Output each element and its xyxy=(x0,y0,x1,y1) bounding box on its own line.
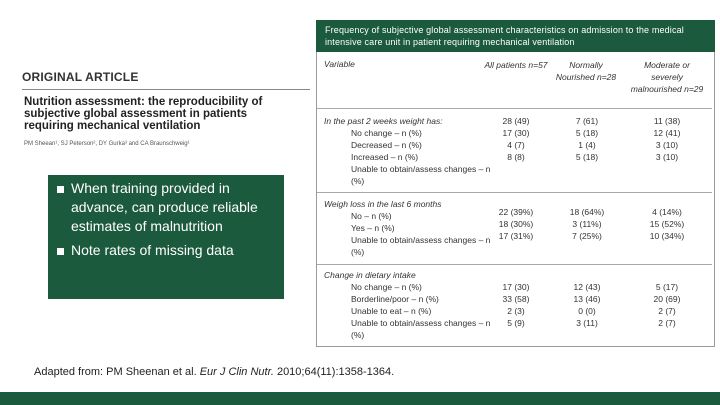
table-cell: 5 (18) xyxy=(575,128,599,138)
group-item: Yes – n (%) xyxy=(351,223,395,233)
group-item: No change – n (%) xyxy=(351,128,422,138)
table-cell: 8 (8) xyxy=(507,152,525,162)
table-cell: 11 (38) xyxy=(653,116,681,126)
column-header-all: All patients n=57 xyxy=(484,60,548,70)
group-item: Unable to obtain/assess changes – n (%) xyxy=(351,235,491,257)
bullet-square-icon xyxy=(57,186,64,193)
group-title: Change in dietary intake xyxy=(324,270,416,280)
table-cell: 2 (7) xyxy=(658,306,676,316)
group-item: Increased – n (%) xyxy=(351,152,419,162)
table-cell: 3 (10) xyxy=(655,140,679,150)
table-cell: 5 (9) xyxy=(507,318,525,328)
table-cell: 4 (7) xyxy=(507,140,525,150)
table-cell: 15 (52%) xyxy=(649,219,685,229)
key-point-text: When training provided in advance, can produce reliable estimates of malnutrition xyxy=(71,180,258,234)
table-cell: 7 (61) xyxy=(575,116,599,126)
table-cell: 18 (30%) xyxy=(498,219,534,229)
table-cell: 5 (17) xyxy=(655,282,679,292)
table-cell: 0 (0) xyxy=(578,306,596,316)
table-group xyxy=(324,115,491,187)
caption-suffix: 2010;64(11):1358-1364. xyxy=(273,366,395,378)
table-cell: 13 (46) xyxy=(573,294,601,304)
table-cell-column xyxy=(547,206,627,242)
article-type-label: ORIGINAL ARTICLE xyxy=(22,70,139,84)
table-cell-column xyxy=(476,206,556,242)
table-cell: 10 (34%) xyxy=(649,231,685,241)
table-cell: 3 (10) xyxy=(655,152,679,162)
column-header-malnourished: Moderate or severely malnourished n=29 xyxy=(630,60,704,94)
table-divider xyxy=(317,108,712,109)
footer-bar xyxy=(0,392,720,405)
table-cell: 7 (25%) xyxy=(572,231,602,241)
table-cell: 18 (64%) xyxy=(569,207,605,217)
table-cell: 12 (41) xyxy=(653,128,681,138)
article-divider xyxy=(22,89,310,90)
table-cell: 22 (39%) xyxy=(498,207,534,217)
key-point-text: Note rates of missing data xyxy=(71,242,234,258)
table-cell: 28 (49) xyxy=(502,116,530,126)
table-title-bar: Frequency of subjective global assessment characteristics on admission to the medical intensive care unit in patient requiring mechanical ventilation xyxy=(316,20,715,52)
table-cell: 20 (69) xyxy=(653,294,681,304)
group-title: Weigh loss in the last 6 months xyxy=(324,199,442,209)
caption-journal: Eur J Clin Nutr. xyxy=(199,366,274,378)
table-cell: 3 (11%) xyxy=(572,219,602,229)
table-cell: 17 (30) xyxy=(502,282,530,292)
article-authors: PM Sheean¹, SJ Peterson², DY Gurka³ and CA Braunschweig¹ xyxy=(24,141,190,147)
variable-column-header: Variable xyxy=(324,59,355,69)
table-cell: 2 (3) xyxy=(507,306,525,316)
source-caption xyxy=(34,366,394,378)
article-title: Nutrition assessment: the reproducibility of subjective global assessment in patients requiring mechanical ventilation xyxy=(24,96,263,132)
column-header-normal: Normally Nourished n=28 xyxy=(555,60,617,82)
key-points-box xyxy=(48,175,284,299)
table-divider xyxy=(317,264,712,265)
table-cell: 17 (31%) xyxy=(498,231,534,241)
key-point-item xyxy=(54,241,276,260)
table-group xyxy=(324,198,491,258)
table-cell-column xyxy=(627,115,707,163)
table-cell-column xyxy=(547,115,627,163)
table-cell-column xyxy=(476,115,556,163)
key-point-item xyxy=(54,179,276,236)
table-cell: 3 (11) xyxy=(576,318,598,328)
group-title: In the past 2 weeks weight has: xyxy=(324,116,443,126)
table-cell-column xyxy=(476,281,556,329)
group-item: Unable to obtain/assess changes – n (%) xyxy=(351,318,491,340)
group-item: Decreased – n (%) xyxy=(351,140,422,150)
table-cell-column xyxy=(547,281,627,329)
table-cell: 5 (18) xyxy=(575,152,599,162)
table-cell: 12 (43) xyxy=(573,282,601,292)
table-group xyxy=(324,269,491,341)
group-item: Unable to eat – n (%) xyxy=(351,306,432,316)
table-cell-column xyxy=(627,206,707,242)
table-cell: 17 (30) xyxy=(502,128,530,138)
table-divider xyxy=(317,192,712,193)
group-item: Unable to obtain/assess changes – n (%) xyxy=(351,164,491,186)
article-header xyxy=(22,70,314,84)
table-cell: 2 (7) xyxy=(658,318,676,328)
table-cell: 33 (58) xyxy=(502,294,530,304)
table-cell-column xyxy=(627,281,707,329)
table-cell: 1 (4) xyxy=(578,140,596,150)
caption-prefix: Adapted from: PM Sheenan et al. xyxy=(34,366,200,378)
group-item: Borderline/poor – n (%) xyxy=(351,294,439,304)
table-cell: 4 (14%) xyxy=(652,207,682,217)
group-item: No – n (%) xyxy=(351,211,392,221)
group-item: No change – n (%) xyxy=(351,282,422,292)
bullet-square-icon xyxy=(57,248,64,255)
key-points-list xyxy=(48,175,284,260)
